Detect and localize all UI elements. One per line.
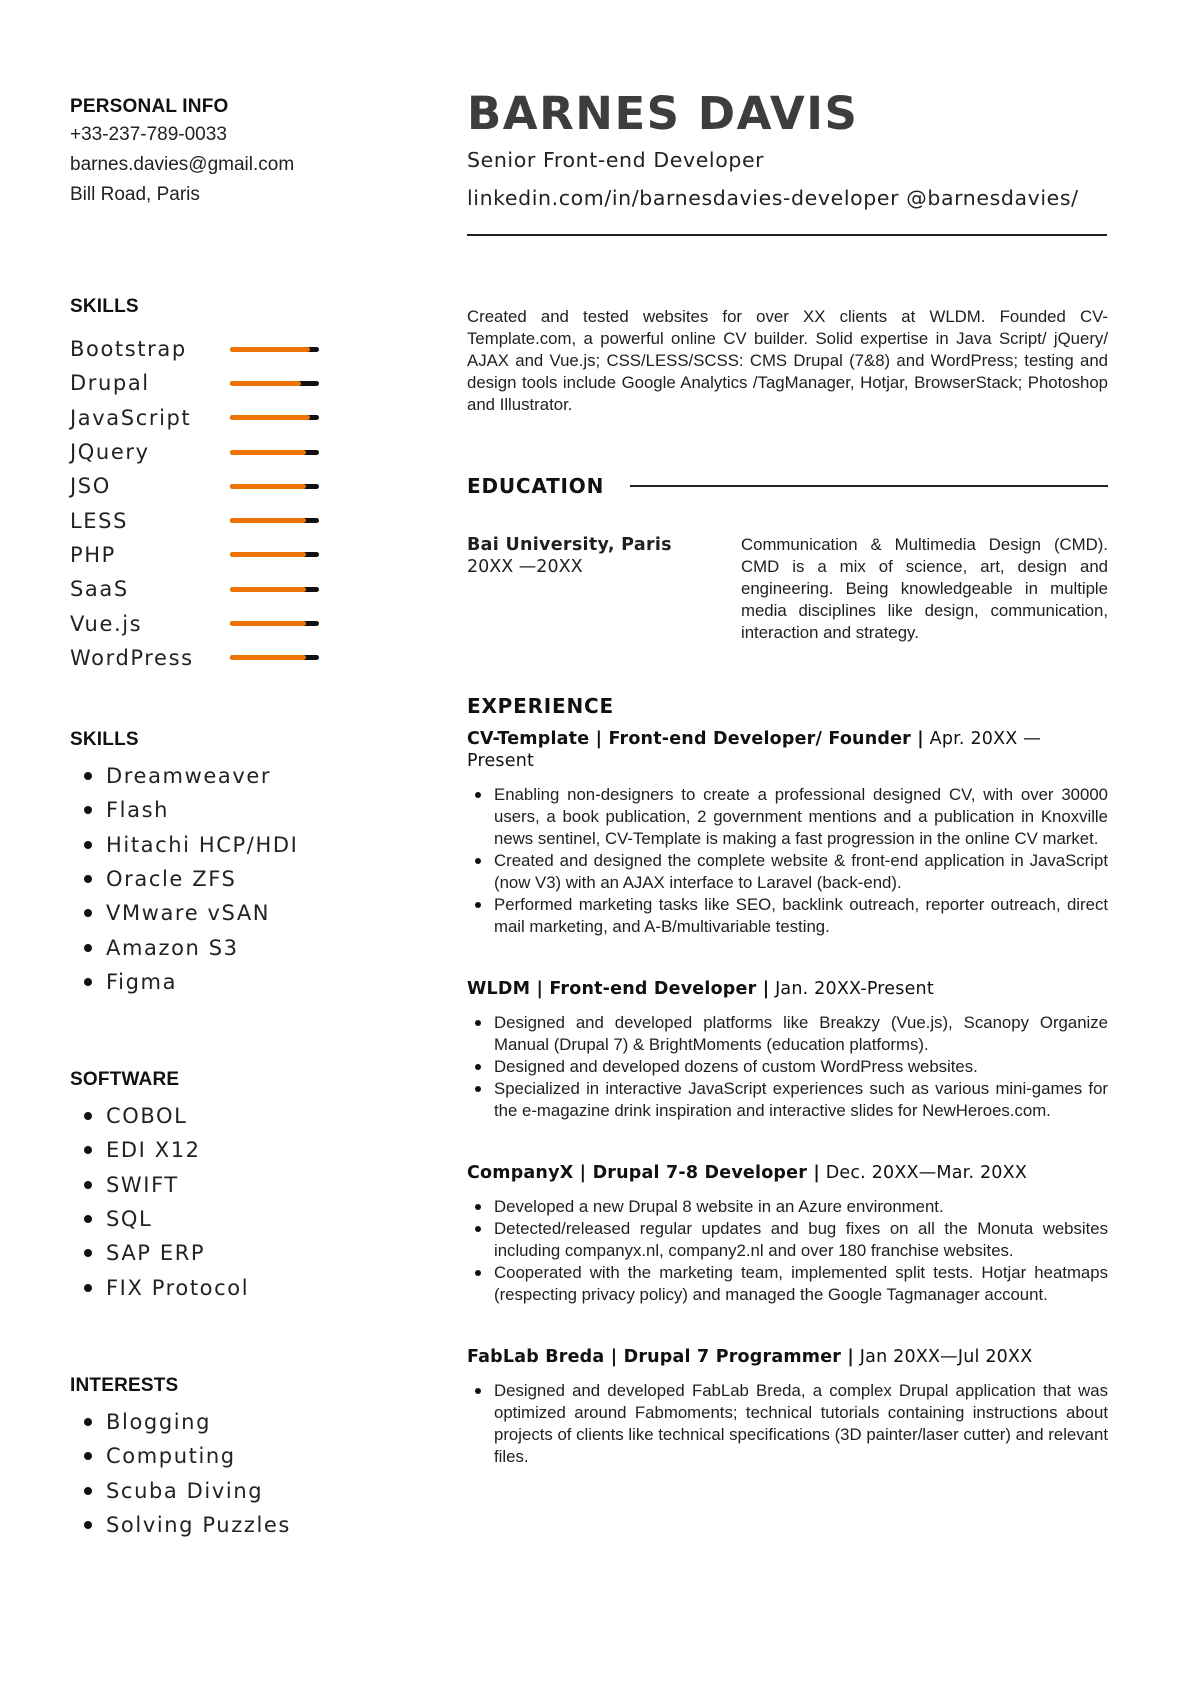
right-column — [467, 87, 1108, 1468]
job-heading — [467, 1162, 1108, 1184]
skill-level-bar — [230, 347, 319, 352]
job-role: FabLab Breda | Drupal 7 Programmer | — [467, 1347, 855, 1367]
software-item — [70, 1236, 360, 1270]
software-item-label: SQL — [106, 1207, 153, 1232]
skill-item — [70, 896, 360, 930]
software-item — [70, 1202, 360, 1236]
bullet-dot — [84, 875, 92, 883]
summary-text: Created and tested websites for over XX clients at WLDM. Founded CV-Template.com, a powerful online CV builder. Solid expertise in Java Script/ jQuery/ AJAX and Vue.js; CSS/LESS/SCSS: CMS Drupal (7&8) and WordPress; testing and design tools include Google Analytics /TagManager, Hotjar, BrowserStack; Photoshop and Illustrator. — [467, 307, 1108, 414]
skill-level-bar — [230, 587, 319, 592]
job-bullets — [467, 1196, 1108, 1306]
skill-item — [70, 828, 360, 862]
candidate-name: BARNES DAVIS — [467, 87, 859, 140]
job-dates: Jan. 20XX-Present — [775, 979, 934, 999]
skill-level-bar — [230, 552, 319, 557]
skill-level-fill — [230, 621, 306, 626]
bullet-dot — [84, 1215, 92, 1223]
job-bullets — [467, 784, 1108, 938]
skill-name: LESS — [70, 508, 129, 533]
job-bullet: Cooperated with the marketing team, implemented split tests. Hotjar heatmaps (respecting privacy policy) and managed the Google Tagmanager account. — [467, 1262, 1108, 1306]
bullet-dot — [84, 978, 92, 986]
job-bullet: Detected/released regular updates and bug fixes on all the Monuta websites including companyx.nl, company2.nl and over 180 franchise websites. — [467, 1218, 1108, 1262]
skill-level-bar — [230, 621, 319, 626]
skill-level-bar — [230, 450, 319, 455]
bullet-dot — [84, 944, 92, 952]
skill-name: JSO — [70, 474, 111, 499]
skill-level-fill — [230, 552, 306, 557]
job-bullet: Developed a new Drupal 8 website in an Azure environment. — [467, 1196, 1108, 1218]
bullet-dot — [84, 772, 92, 780]
skill-row — [70, 572, 360, 606]
phone-text: +33-237-789-0033 — [70, 124, 227, 145]
skill-row — [70, 641, 360, 675]
education-header — [467, 474, 1108, 498]
job-bullet: Designed and developed dozens of custom WordPress websites. — [467, 1056, 1108, 1078]
job-heading — [467, 1346, 1108, 1368]
job-entry — [467, 1346, 1108, 1468]
job-bullet: Performed marketing tasks like SEO, backlink outreach, reporter outreach, direct mail marketing, and A-B/multivariable testing. — [467, 894, 1108, 938]
skill-row — [70, 435, 360, 469]
job-bullets — [467, 1380, 1108, 1468]
interest-item — [70, 1473, 360, 1507]
education-entry — [467, 534, 1108, 644]
skill-row — [70, 538, 360, 572]
skill-level-bar — [230, 415, 319, 420]
skill-level-fill — [230, 415, 310, 420]
interest-item-label: Solving Puzzles — [106, 1512, 291, 1537]
job-bullet: Specialized in interactive JavaScript experiences such as various mini-games for the e-magazine drink inspiration and interactive slides for NewHeroes.com. — [467, 1078, 1108, 1122]
education-divider — [630, 485, 1108, 487]
software-section — [70, 1069, 360, 1305]
skill-name: PHP — [70, 542, 116, 567]
job-title: Senior Front-end Developer — [467, 148, 765, 172]
skill-row — [70, 366, 360, 400]
job-entry — [467, 1162, 1108, 1306]
job-dates: Jan 20XX—Jul 20XX — [859, 1347, 1033, 1367]
skill-item-label: Dreamweaver — [106, 764, 272, 789]
left-column — [70, 96, 360, 1542]
bullet-dot — [84, 1487, 92, 1495]
skill-row — [70, 401, 360, 435]
job-heading — [467, 728, 1108, 772]
skill-level-fill — [230, 450, 306, 455]
skills-heading: SKILLS — [70, 296, 139, 317]
job-bullet: Created and designed the complete website & front-end application in JavaScript (now V3) with an AJAX interface to Laravel (back-end). — [467, 850, 1108, 894]
job-bullet: Designed and developed FabLab Breda, a complex Drupal application that was optimized around Fabmoments; technical tutorials containing instructions about projects of clients like technical specifications (3D painter/laser cutter) and relevant files. — [467, 1380, 1108, 1468]
skill-name: JQuery — [70, 440, 150, 465]
skills-list-section — [70, 729, 360, 999]
job-bullet: Enabling non-designers to create a professional designed CV, with over 30000 users, a book publication, 2 government mentions and a publication in Knoxville news sentinel, CV-Template is making a fast progression in the online CV market. — [467, 784, 1108, 850]
experience-heading: EXPERIENCE — [467, 694, 614, 718]
skill-item — [70, 862, 360, 896]
skills-list-heading: SKILLS — [70, 728, 139, 750]
skill-row — [70, 503, 360, 537]
job-role: WLDM | Front-end Developer | — [467, 979, 770, 999]
skill-item — [70, 793, 360, 827]
skill-row — [70, 469, 360, 503]
skill-item-label: Oracle ZFS — [106, 867, 237, 891]
profile-links: linkedin.com/in/barnesdavies-developer @barnesdavies/ — [467, 186, 1079, 210]
software-item — [70, 1168, 360, 1202]
bullet-dot — [84, 1521, 92, 1529]
skill-level-bar — [230, 484, 319, 489]
skills-list — [70, 759, 360, 999]
interest-item-label: Scuba Diving — [106, 1478, 264, 1503]
software-heading: SOFTWARE — [70, 1069, 180, 1091]
interests-section — [70, 1375, 360, 1542]
interests-heading: INTERESTS — [70, 1374, 179, 1396]
bullet-dot — [84, 1418, 92, 1426]
software-item-label: FIX Protocol — [106, 1275, 250, 1300]
education-heading: EDUCATION — [467, 474, 605, 498]
skill-level-fill — [230, 655, 306, 660]
interest-item — [70, 1405, 360, 1439]
software-item — [70, 1133, 360, 1167]
job-entry — [467, 728, 1108, 938]
software-list — [70, 1099, 360, 1305]
job-role: CompanyX | Drupal 7-8 Developer | — [467, 1163, 820, 1183]
education-description: Communication & Multimedia Design (CMD). CMD is a mix of science, art, design and engineering. Being knowledgeable in multiple media disciplines like design, communication, interaction and strategy. — [741, 535, 1108, 642]
interests-list — [70, 1405, 360, 1542]
bullet-dot — [84, 1112, 92, 1120]
skill-level-bar — [230, 518, 319, 523]
email-text: barnes.davies@gmail.com — [70, 154, 295, 175]
skill-level-bar — [230, 381, 319, 386]
software-item — [70, 1271, 360, 1305]
skill-row — [70, 606, 360, 640]
skill-item — [70, 759, 360, 793]
education-years: 20XX —20XX — [467, 557, 583, 577]
skill-item — [70, 965, 360, 999]
software-item-label: COBOL — [106, 1104, 188, 1129]
skill-name: Vue.js — [70, 611, 143, 636]
address-text: Bill Road, Paris — [70, 184, 200, 205]
bullet-dot — [84, 909, 92, 917]
interest-item-label: Computing — [106, 1444, 236, 1469]
job-heading — [467, 978, 1108, 1000]
bullet-dot — [84, 1284, 92, 1292]
software-item-label: EDI X12 — [106, 1138, 201, 1163]
skill-level-fill — [230, 587, 306, 592]
interest-item-label: Blogging — [106, 1409, 212, 1434]
skill-item-label: VMware vSAN — [106, 901, 271, 926]
skill-name: JavaScript — [70, 405, 192, 430]
bullet-dot — [84, 806, 92, 814]
skill-item — [70, 930, 360, 964]
skill-item-label: Figma — [106, 969, 178, 994]
bullet-dot — [84, 1249, 92, 1257]
software-item — [70, 1099, 360, 1133]
personal-info-section — [70, 96, 360, 210]
skill-level-fill — [230, 484, 306, 489]
skill-level-fill — [230, 518, 306, 523]
job-role: CV-Template | Front-end Developer/ Founder | — [467, 729, 924, 749]
experience-list — [467, 728, 1108, 1468]
interest-item — [70, 1439, 360, 1473]
skill-name: SaaS — [70, 577, 129, 602]
skill-item-label: Hitachi HCP/HDI — [106, 832, 299, 857]
skill-level-fill — [230, 381, 301, 386]
skills-rated-list — [70, 332, 360, 675]
header-divider — [467, 234, 1107, 236]
bullet-dot — [84, 1452, 92, 1460]
skill-level-bar — [230, 655, 319, 660]
skills-rated-section — [70, 296, 360, 675]
skill-row — [70, 332, 360, 366]
skill-name: Drupal — [70, 371, 150, 396]
skill-name: WordPress — [70, 645, 194, 670]
skill-name: Bootstrap — [70, 337, 187, 362]
personal-info-heading: PERSONAL INFO — [70, 96, 229, 117]
job-dates: Apr. 20XX — Present — [467, 729, 1041, 771]
software-item-label: SWIFT — [106, 1172, 179, 1197]
skill-level-fill — [230, 347, 310, 352]
job-dates: Dec. 20XX—Mar. 20XX — [825, 1163, 1028, 1183]
interest-item — [70, 1508, 360, 1542]
bullet-dot — [84, 841, 92, 849]
job-entry — [467, 978, 1108, 1122]
job-bullet: Designed and developed platforms like Breakzy (Vue.js), Scanopy Organize Manual (Drupal 7) & BrightMoments (education platforms). — [467, 1012, 1108, 1056]
bullet-dot — [84, 1181, 92, 1189]
software-item-label: SAP ERP — [106, 1241, 206, 1266]
school-name: Bai University, Paris — [467, 535, 672, 555]
skill-item-label: Flash — [106, 798, 170, 823]
bullet-dot — [84, 1146, 92, 1154]
skill-item-label: Amazon S3 — [106, 935, 239, 960]
job-bullets — [467, 1012, 1108, 1122]
